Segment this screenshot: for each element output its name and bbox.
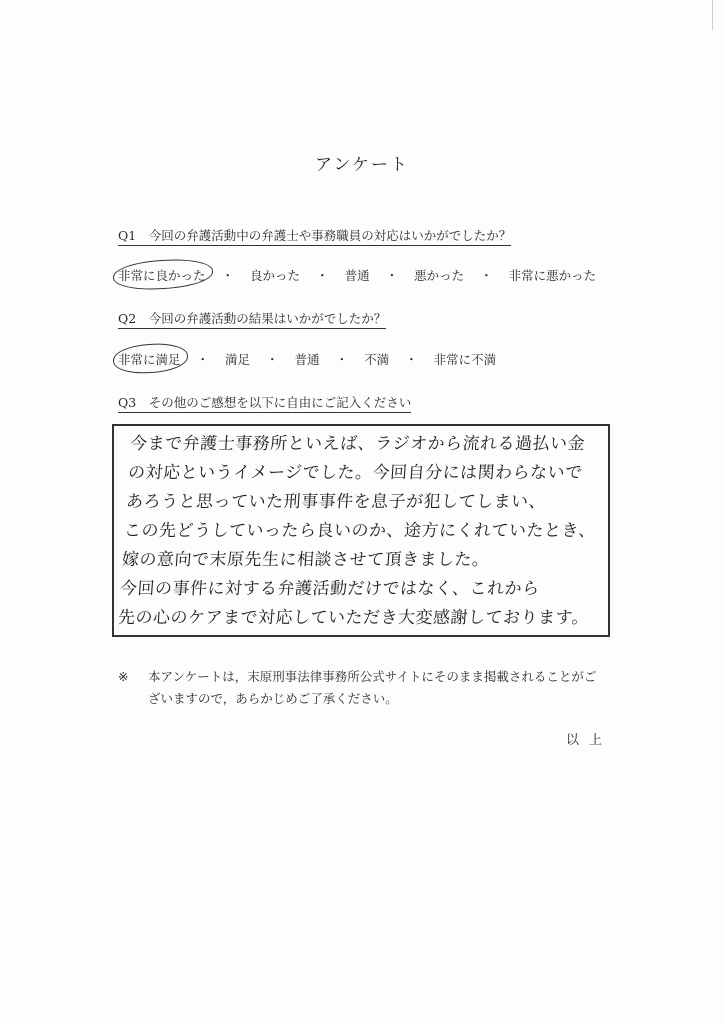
closing-mark: 以上 (566, 733, 613, 748)
option-separator: ・ (221, 268, 235, 283)
q2-option-normal[interactable]: 普通 (294, 352, 320, 367)
q2-option-dissatisfied[interactable]: 不満 (364, 352, 390, 367)
option-separator: ・ (316, 268, 329, 283)
question-3-text: Q3 その他のご感想を以下に自由にご記入ください (118, 393, 411, 413)
comment-line: この先どうしていったら良いのか、途方にくれていたとき、 (123, 521, 597, 541)
option-separator: ・ (385, 268, 399, 283)
question-1-text: Q1 今回の弁護活動中の弁護士や事務職員の対応はいかがでしたか？ (118, 226, 511, 246)
scan-edge-line (712, 0, 713, 30)
publication-note (118, 666, 608, 710)
question-3 (118, 393, 411, 413)
q1-option-very-good[interactable]: 非常に良かった (118, 268, 206, 283)
q1-option-normal[interactable]: 普通 (344, 268, 370, 283)
free-comment-box[interactable] (112, 424, 610, 637)
comment-line: 今まで弁護士事務所といえば、ラジオから流れる過払い金 (129, 434, 586, 454)
q1-option-bad[interactable]: 悪かった (414, 268, 465, 283)
comment-line: の対応というイメージでした。今回自分には関わらないで (127, 463, 584, 483)
q1-option-very-bad[interactable]: 非常に悪かった (508, 268, 597, 283)
question-2-options (118, 350, 496, 368)
q1-option-good[interactable]: 良かった (250, 268, 301, 283)
question-1-options (118, 266, 596, 284)
page-title: アンケート (315, 155, 409, 175)
comment-line: 先の心のケアまで対応していただき大変感謝しております。 (117, 608, 590, 628)
option-separator: ・ (266, 352, 279, 367)
question-2-text: Q2 今回の弁護活動の結果はいかがでしたか？ (118, 309, 386, 329)
option-separator: ・ (405, 352, 418, 367)
option-separator: ・ (480, 268, 493, 283)
option-separator: ・ (196, 352, 210, 367)
handwritten-comment (117, 430, 611, 633)
question-2 (118, 309, 386, 329)
question-1 (118, 226, 511, 246)
note-text: 本アンケートは，末原刑事法律事務所公式サイトにそのまま掲載されることがございますので，あらかじめご了承ください。 (148, 669, 597, 706)
q2-option-satisfied[interactable]: 満足 (225, 352, 251, 367)
comment-line: あろうと思っていた刑事事件を息子が犯してしまい、 (125, 492, 547, 512)
q2-option-very-satisfied[interactable]: 非常に満足 (118, 352, 181, 367)
comment-line: 今回の事件に対する弁護活動だけではなく、これから (119, 579, 541, 599)
note-mark: ※ (118, 669, 129, 684)
q2-option-very-dissatisfied[interactable]: 非常に不満 (433, 352, 497, 367)
comment-line: 嫁の意向で末原先生に相談させて頂きました。 (121, 550, 491, 570)
option-separator: ・ (335, 352, 349, 367)
